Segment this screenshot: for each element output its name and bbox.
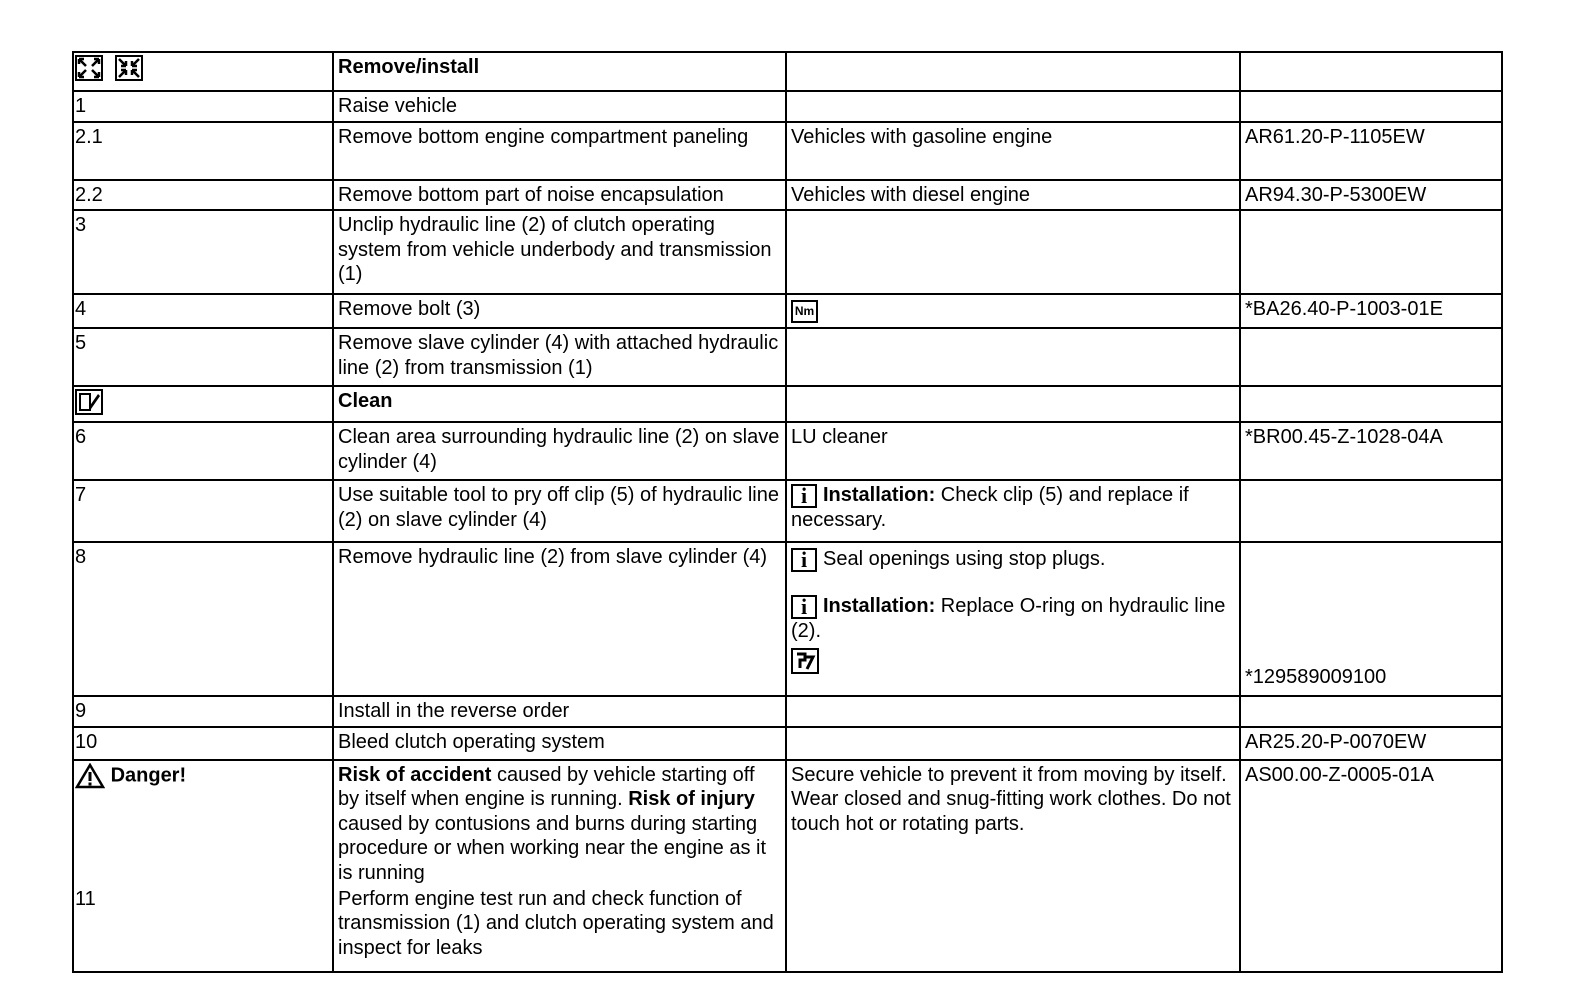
table-row	[73, 386, 1502, 422]
seal-note: Seal openings using stop plugs.	[823, 548, 1106, 570]
step-action: Remove bottom part of noise encapsulation	[333, 180, 786, 211]
expand-icon[interactable]	[75, 55, 103, 81]
note-line	[791, 547, 1235, 572]
step-ref[interactable]	[1240, 328, 1502, 386]
header-icons-cell	[73, 52, 333, 91]
danger-notes	[786, 760, 1240, 972]
installation-note: Check clip (5) and replace if necessary.	[791, 484, 1189, 531]
table-row	[73, 542, 1502, 696]
info-icon: i	[791, 484, 817, 508]
section-title: Remove/install	[333, 52, 786, 91]
table-row	[73, 294, 1502, 328]
collapse-icon[interactable]	[115, 55, 143, 81]
step-action: Bleed clutch operating system	[333, 727, 786, 760]
step-number: 5	[73, 328, 333, 386]
step-ref[interactable]	[1240, 480, 1502, 542]
step-number: 11	[75, 887, 96, 910]
table-row	[73, 480, 1502, 542]
clean-icon-cell	[73, 386, 333, 422]
danger-note-secure: Secure vehicle to prevent it from moving by itself.	[791, 763, 1227, 786]
step-ref[interactable]: *129589009100	[1240, 542, 1502, 696]
risk-accident-text: caused by vehicle starting off by itself when engine is running.	[338, 763, 755, 810]
step-ref[interactable]	[1240, 210, 1502, 294]
table-row	[73, 422, 1502, 480]
step-action: Unclip hydraulic line (2) of clutch operating system from vehicle underbody and transmission (1)	[333, 210, 786, 294]
clean-section-title: Clean	[333, 386, 786, 422]
step-number: 3	[73, 210, 333, 294]
step-number: 2.2	[73, 180, 333, 211]
step-number: 6	[73, 422, 333, 480]
table-row	[73, 210, 1502, 294]
clean-icon	[75, 389, 103, 415]
step-action: Perform engine test run and check function of transmission (1) and clutch operating system and inspect for leaks	[338, 887, 774, 959]
risk-accident: Risk of accident	[338, 763, 492, 786]
table-row	[73, 91, 1502, 122]
installation-label: Installation:	[823, 484, 936, 506]
step-number: 9	[73, 696, 333, 727]
step-action: Remove bottom engine compartment paneling	[333, 122, 786, 180]
step-number: 1	[73, 91, 333, 122]
table-row	[73, 760, 1502, 972]
danger-label: Danger!	[110, 763, 187, 786]
step-ref[interactable]: *BA26.40-P-1003-01E	[1240, 294, 1502, 328]
step-note	[786, 542, 1240, 696]
step-note	[786, 727, 1240, 760]
table-row	[73, 696, 1502, 727]
step-ref[interactable]	[1240, 91, 1502, 122]
step-action: Install in the reverse order	[333, 696, 786, 727]
table-row	[73, 727, 1502, 760]
step-note: Vehicles with gasoline engine	[786, 122, 1240, 180]
info-icon: i	[791, 548, 817, 572]
table-row	[73, 52, 1502, 91]
danger-cell	[73, 760, 333, 972]
step-note	[786, 480, 1240, 542]
torque-icon[interactable]: Nm	[791, 300, 818, 323]
step-note	[786, 210, 1240, 294]
step-action: Remove bolt (3)	[333, 294, 786, 328]
step-note	[786, 328, 1240, 386]
step-number: 7	[73, 480, 333, 542]
risk-injury: Risk of injury	[628, 788, 755, 810]
table-row	[73, 328, 1502, 386]
step-number: 2.1	[73, 122, 333, 180]
risk-injury-text: caused by contusions and burns during starting procedure or when working near the engine as it is running	[338, 812, 767, 884]
step-note	[786, 294, 1240, 328]
step-action: Remove hydraulic line (2) from slave cylinder (4)	[333, 542, 786, 696]
step-number: 8	[73, 542, 333, 696]
step-action: Remove slave cylinder (4) with attached hydraulic line (2) from transmission (1)	[333, 328, 786, 386]
step-note: LU cleaner	[786, 422, 1240, 480]
danger-note-clothes: Wear closed and snug-fitting work clothes. Do not touch hot or rotating parts.	[791, 788, 1231, 835]
step-note: Vehicles with diesel engine	[786, 180, 1240, 211]
step-note	[786, 696, 1240, 727]
step-note	[786, 91, 1240, 122]
warning-icon	[75, 763, 105, 789]
step-action: Clean area surrounding hydraulic line (2) on slave cylinder (4)	[333, 422, 786, 480]
installation-label: Installation:	[823, 595, 936, 617]
step-ref[interactable]	[1240, 696, 1502, 727]
danger-description	[333, 760, 786, 972]
special-tool-icon[interactable]	[791, 648, 819, 674]
table-row	[73, 122, 1502, 180]
info-icon: i	[791, 595, 817, 619]
step-ref[interactable]: AS00.00-Z-0005-01A	[1240, 760, 1502, 972]
step-action: Use suitable tool to pry off clip (5) of hydraulic line (2) on slave cylinder (4)	[333, 480, 786, 542]
step-action: Raise vehicle	[333, 91, 786, 122]
step-number: 10	[73, 727, 333, 760]
step-number: 4	[73, 294, 333, 328]
step-ref[interactable]: *BR00.45-Z-1028-04A	[1240, 422, 1502, 480]
installation-note: Replace O-ring on hydraulic line (2).	[791, 595, 1226, 642]
procedure-table	[72, 51, 1503, 973]
step-ref[interactable]: AR25.20-P-0070EW	[1240, 727, 1502, 760]
note-line	[791, 594, 1235, 644]
table-row	[73, 180, 1502, 211]
step-ref[interactable]: AR94.30-P-5300EW	[1240, 180, 1502, 211]
step-ref[interactable]: AR61.20-P-1105EW	[1240, 122, 1502, 180]
